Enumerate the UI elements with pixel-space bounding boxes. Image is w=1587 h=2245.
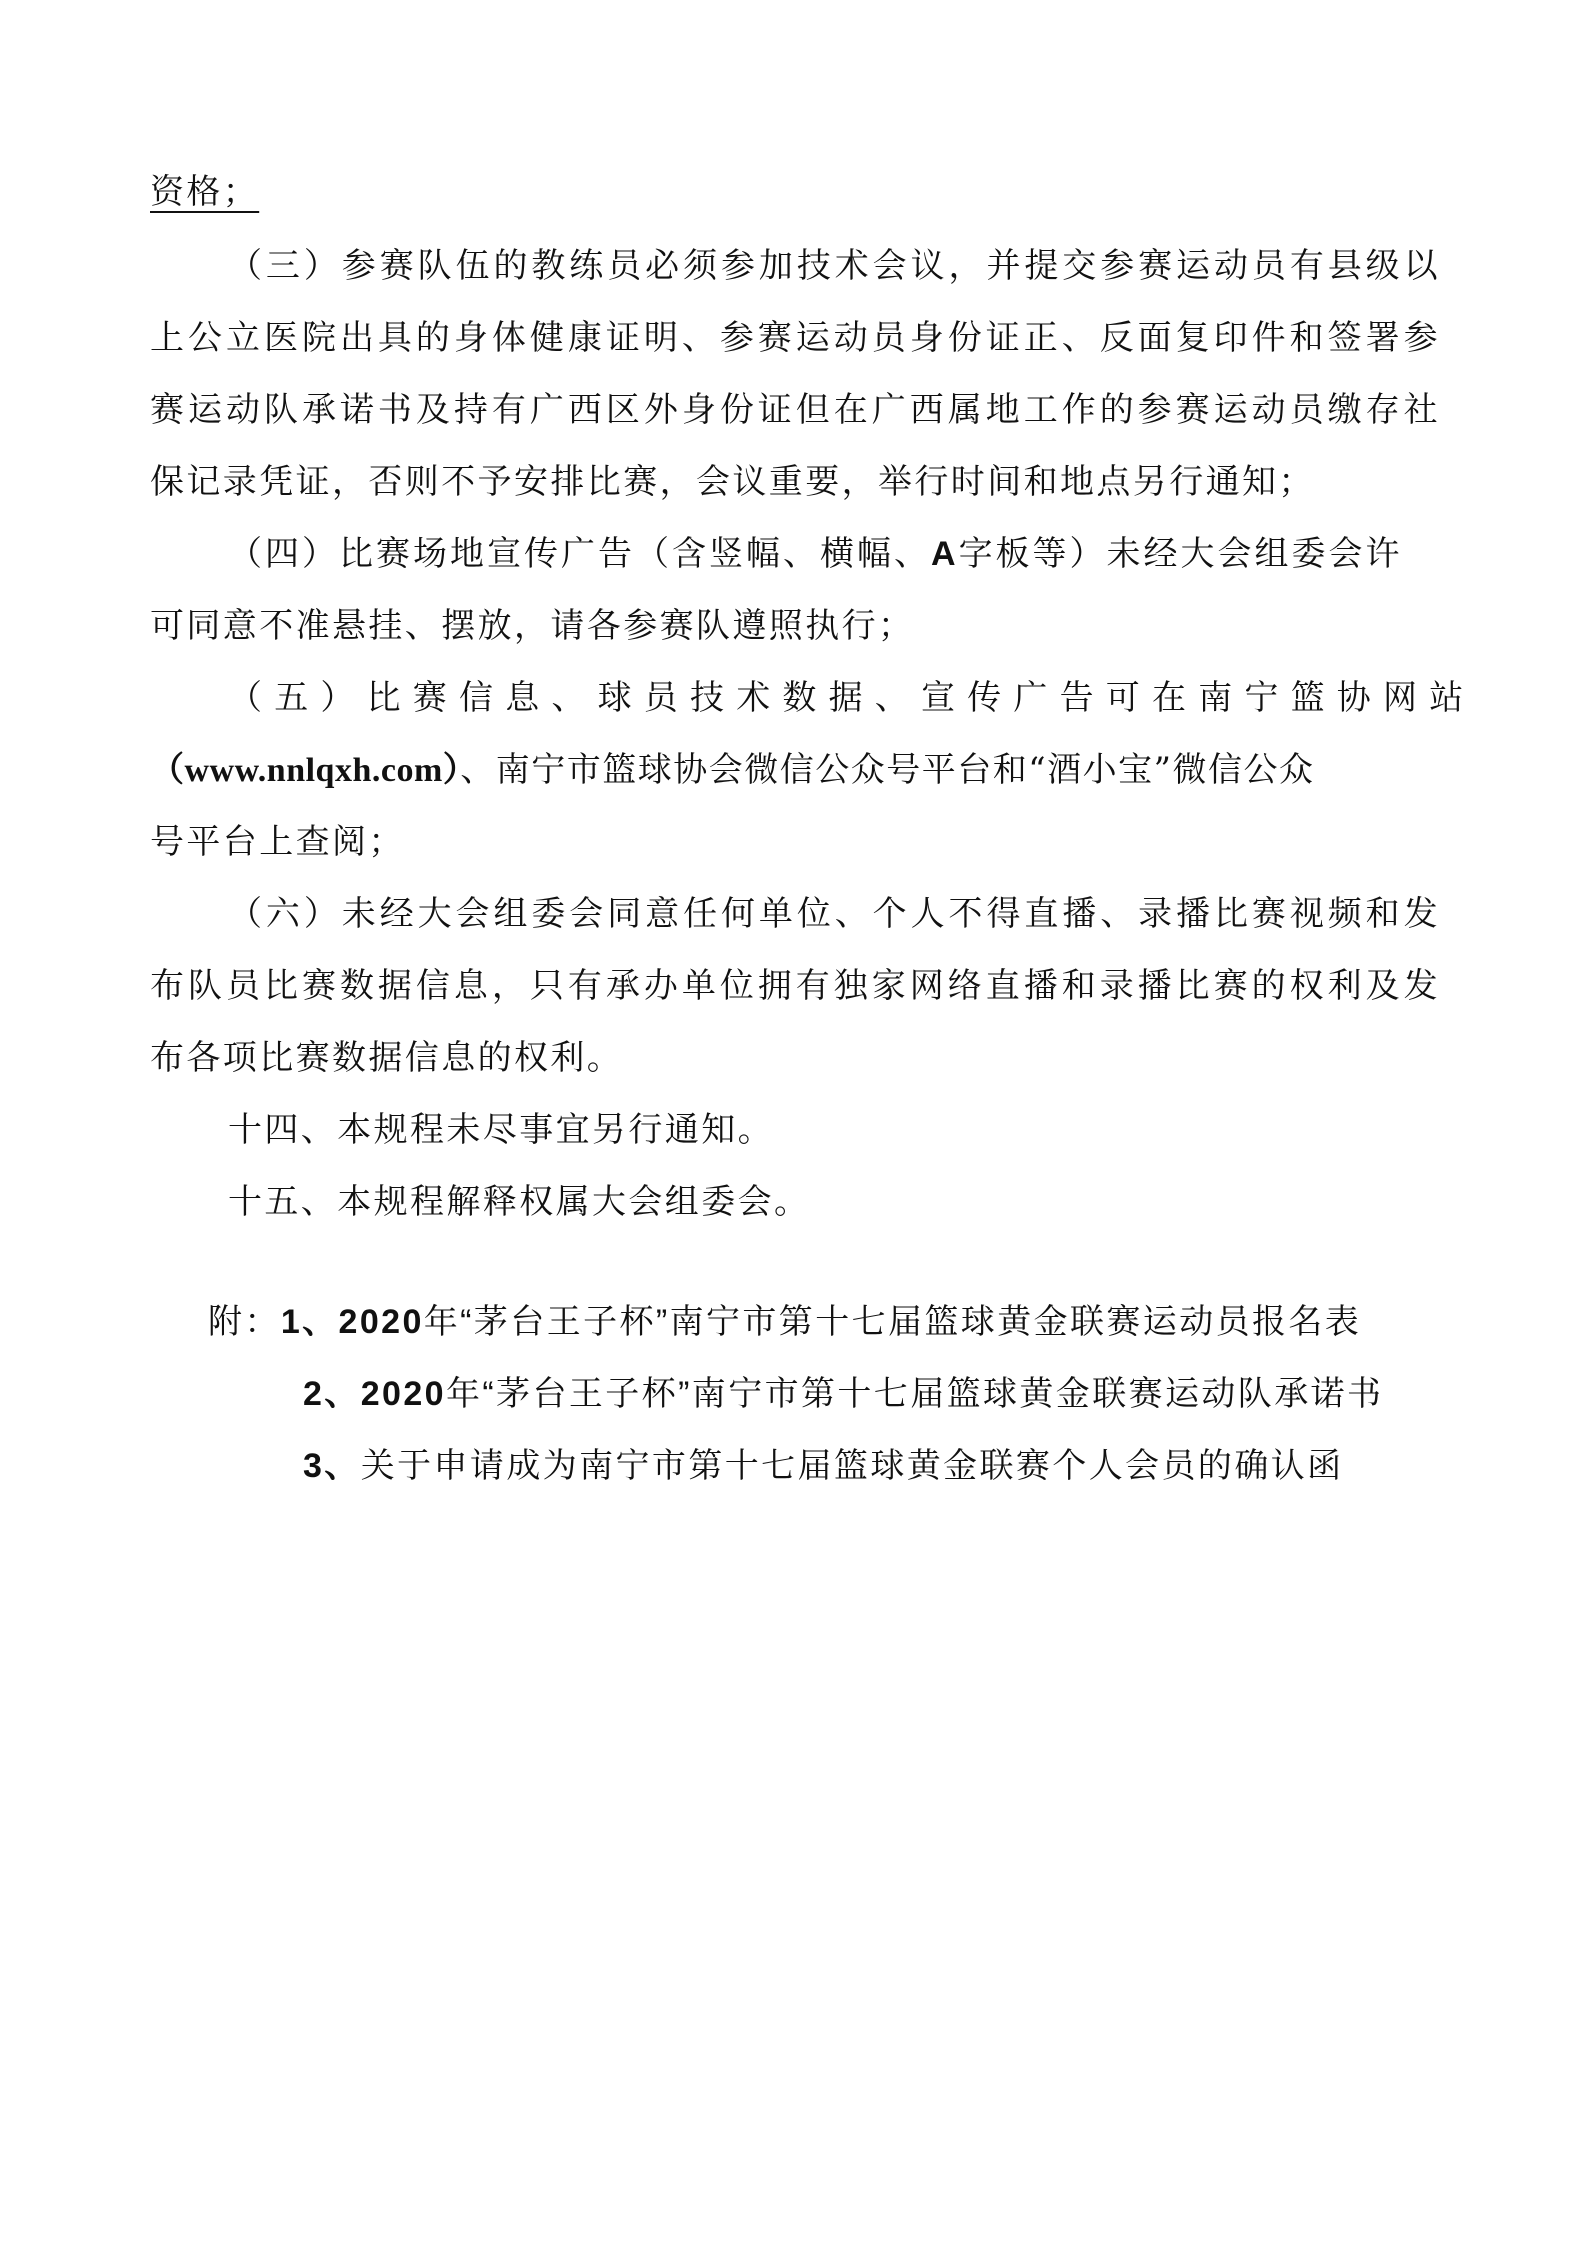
- attachment-3-title: 关于申请成为南宁市第十七届篮球黄金联赛个人会员的确认函: [360, 1447, 1344, 1485]
- item-6-line-1: （六）未经大会组委会同意任何单位、个人不得直播、录播比赛视频和发: [228, 894, 1440, 934]
- item-5-line-3: 号平台上查阅；: [150, 822, 405, 862]
- item-4-line-2: 可同意不准悬挂、摆放，请各参赛队遵照执行；: [150, 606, 915, 646]
- item-3-line-2: 上公立医院出具的身体健康证明、参赛运动员身份证正、反面复印件和签署参: [150, 318, 1440, 358]
- attachment-3: [303, 1446, 1440, 1486]
- item-3-line-1: （三）参赛队伍的教练员必须参加技术会议，并提交参赛运动员有县级以: [228, 246, 1440, 286]
- attachment-prefix: 附：: [208, 1303, 281, 1341]
- website-url: （www.nnlqxh.com）: [150, 752, 461, 789]
- item-6-line-3: 布各项比赛数据信息的权利。: [150, 1038, 624, 1078]
- item-3-line-4: 保记录凭证，否则不予安排比赛，会议重要，举行时间和地点另行通知；: [150, 462, 1315, 502]
- item-4-line-1: [228, 534, 1440, 574]
- attachment-2: [303, 1374, 1440, 1414]
- item-3-line-3: 赛运动队承诺书及持有广西区外身份证但在广西属地工作的参赛运动员缴存社: [150, 390, 1440, 430]
- attachment-2-title: 年“茅台王子杯”南宁市第十七届篮球黄金联赛运动队承诺书: [445, 1375, 1384, 1413]
- continuation-text: 资格；: [150, 172, 260, 212]
- item-6-line-2: 布队员比赛数据信息，只有承办单位拥有独家网络直播和录播比赛的权利及发: [150, 966, 1440, 1006]
- item-5-line-1: （五）比赛信息、球员技术数据、宣传广告可在南宁篮协网站: [228, 678, 1476, 718]
- article-15: 十五、本规程解释权属大会组委会。: [228, 1182, 811, 1222]
- attachment-1-number: 1、2020: [280, 1303, 424, 1341]
- attachment-1: [208, 1302, 1440, 1342]
- item-4-bold-letter: A: [931, 535, 959, 573]
- attachment-3-number: 3、: [303, 1447, 361, 1485]
- attachment-2-number: 2、2020: [303, 1375, 446, 1413]
- article-14: 十四、本规程未尽事宜另行通知。: [228, 1110, 774, 1150]
- attachment-1-title: 年“茅台王子杯”南宁市第十七届篮球黄金联赛运动员报名表: [423, 1303, 1362, 1341]
- item-4-text-a: （四）比赛场地宣传广告（含竖幅、横幅、: [228, 534, 931, 574]
- item-5-line-2: [150, 750, 1440, 791]
- item-4-text-b: 字板等）未经大会组委会许: [958, 534, 1403, 574]
- item-5-line-2-text: 、南宁市篮球协会微信公众号平台和“酒小宝”微信公众: [460, 750, 1315, 790]
